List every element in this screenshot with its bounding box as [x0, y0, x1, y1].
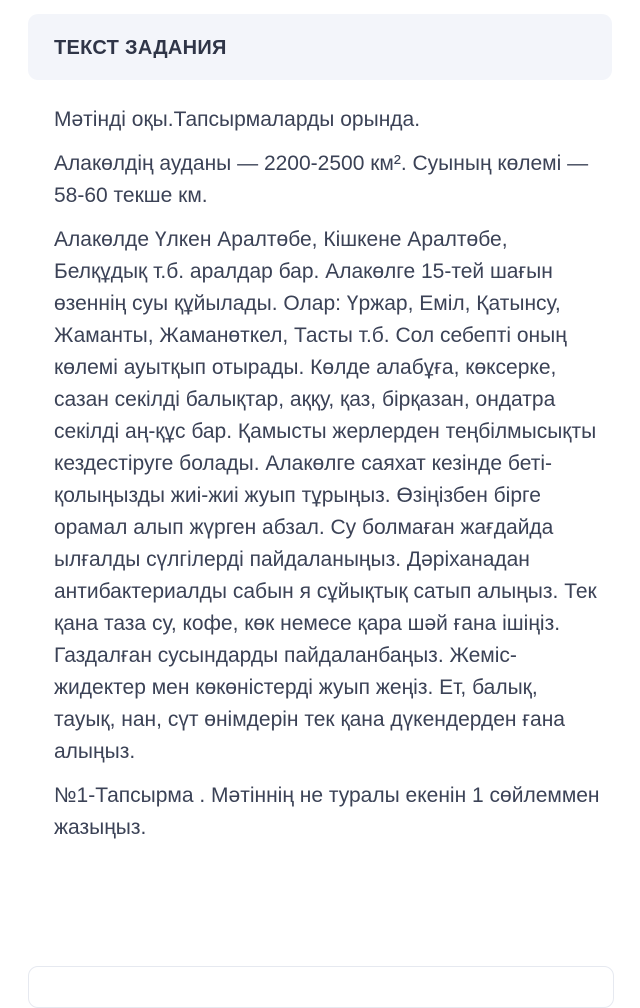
task-question-1: №1-Тапсырма . Мәтіннің не туралы екенін 1 сөйлеммен жазыңыз.: [54, 784, 600, 839]
task-header-card: [28, 14, 612, 80]
task-instruction: Мәтінді оқы.Тапсырмаларды орында.: [54, 108, 421, 131]
task-header-title: ТЕКСТ ЗАДАНИЯ: [54, 37, 227, 59]
answer-card: [28, 966, 614, 1008]
task-paragraph-area: Алакөлдің ауданы — 2200-2500 км². Суының көлемі — 58-60 текше км.: [54, 152, 589, 207]
task-text-body: [54, 104, 602, 856]
task-paragraph-main: Алакөлде Үлкен Аралтөбе, Кішкене Аралтөбе, Белқұдық т.б. аралдар бар. Алакөлге 15-тей шағын өзеннің суы құйылады. Олар: Үржар, Еміл, Қатынсу, Жаманты, Жаманөткел, Тасты т.б. Сол себепті оның көлемі ауытқып отырады. Көлде алабұға, көксерке, сазан секілді балықтар, аққу, қаз, бірқазан, ондатра секілді аң-құс бар. Қамысты жерлерден теңбілмысықты кездестіруге болады. Алакөлге саяхат кезінде беті-қолыңызды жиі-жиі жуып тұрыңыз. Өзіңізбен бірге орамал алып жүрген абзал. Су болмаған жағдайда ылғалды сүлгілерді пайдаланыңыз. Дәріханадан антибактериалды сабын я сұйықтық сатып алыңыз. Тек қана таза су, кофе, көк немесе қара шәй ғана ішіңіз. Газдалған сусындарды пайдаланбаңыз. Жеміс-жидектер мен көкөністерді жуып жеңіз. Ет, балық, тауық, нан, сүт өнімдерін тек қана дүкендерден ғана алыңыз.: [54, 228, 597, 763]
